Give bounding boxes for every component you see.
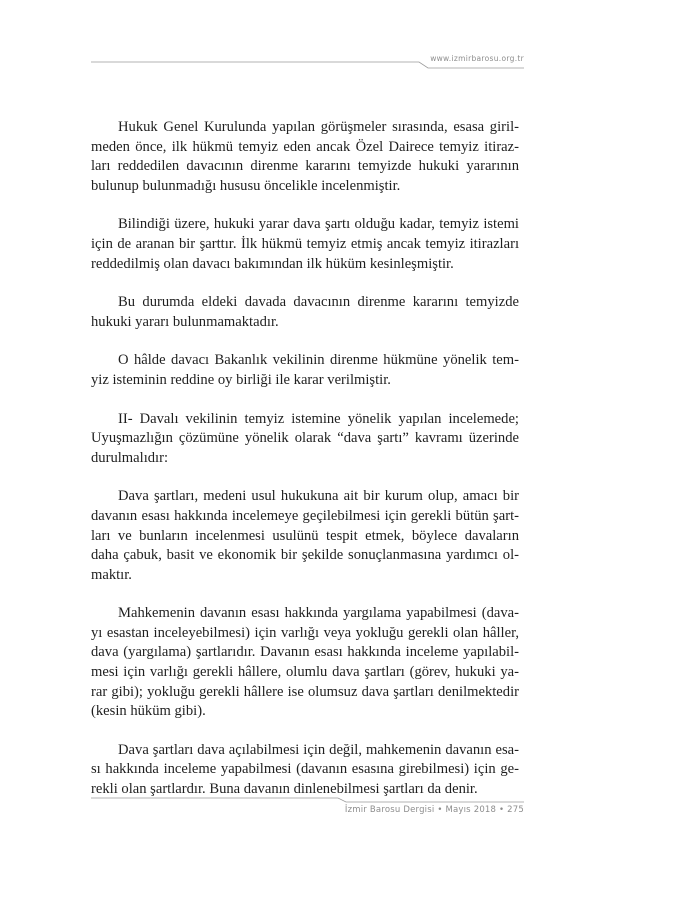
paragraph-line: daha çabuk, basit ve ekonomik bir şekilde sonuçlanmasına yardımcı ol- — [91, 547, 519, 564]
paragraph-line: davanın esası hakkında incelemeye geçilebilmesi için gerekli bütün şart- — [91, 507, 519, 524]
header-url: www.izmirbarosu.org.tr — [430, 54, 524, 63]
paragraph-line: mesi için varlığı gerekli hâllere, olumlu dava şartları (görev, hukuki ya- — [91, 664, 519, 681]
paragraph-line: sı hakkında inceleme yapabilmesi (davanın esasına girebilmesi) için ge- — [91, 761, 519, 778]
paragraph-line: hukuki yararı bulunmamaktadır. — [91, 313, 279, 330]
footer-journal-info: İzmir Barosu Dergisi • Mayıs 2018 • 275 — [344, 805, 524, 815]
paragraph-line: O hâlde davacı Bakanlık vekilinin direnme hükmüne yönelik tem- — [118, 352, 519, 369]
paragraph — [91, 118, 519, 196]
paragraph-line: Hukuk Genel Kurulunda yapılan görüşmeler sırasında, esasa giril- — [118, 119, 519, 135]
paragraph-line: için de aranan bir şarttır. İlk hükmü temyiz etmiş ancak temyiz itirazları — [91, 235, 519, 252]
paragraph-line: (kesin hüküm gibi). — [91, 703, 206, 720]
paragraph-line: II- Davalı vekilinin temyiz istemine yönelik yapılan incelemede; — [118, 410, 519, 427]
paragraph-line: ları ve bunların incelenmesi usulünü tespit etmek, böylece davaların — [91, 527, 519, 544]
paragraph-line: Bilindiği üzere, hukuki yarar dava şartı olduğu kadar, temyiz istemi — [118, 216, 519, 233]
header-rule — [0, 0, 700, 80]
paragraph-line: meden önce, ilk hükmü temyiz eden ancak Özel Dairece temyiz itiraz- — [91, 138, 519, 155]
paragraph-line: bulunup bulunmadığı hususu öncelikle incelenmiştir. — [91, 177, 401, 194]
paragraph — [91, 293, 519, 332]
paragraph-line: reddedilmiş olan davacı bakımından ilk hüküm kesinleşmiştir. — [91, 255, 454, 272]
paragraph — [91, 215, 519, 274]
paragraph-line: Uyuşmazlığın çözümüne yönelik olarak “dava şartı” kavramı üzerinde — [91, 430, 519, 447]
paragraph-line: Dava şartları dava açılabilmesi için değil, mahkemenin davanın esa- — [118, 741, 519, 758]
paragraph — [91, 604, 519, 722]
paragraph — [91, 410, 519, 469]
paragraph-line: dava (yargılama) şartlarıdır. Davanın esası hakkında inceleme yapılabil- — [91, 644, 519, 661]
paragraph-line: rekli olan şartlardır. Buna davanın dinlenebilmesi şartları da denir. — [91, 781, 478, 798]
paragraph-line: rar gibi); yokluğu gerekli hâllere ise olumsuz dava şartları denilmektedir — [91, 683, 519, 700]
paragraph-line: ları reddedilen davacının direnme kararını temyizde hukuki yararının — [91, 158, 519, 175]
paragraph — [91, 351, 519, 390]
paragraph-line: Mahkemenin davanın esası hakkında yargılama yapabilmesi (dava- — [118, 605, 519, 622]
body-text — [91, 118, 519, 819]
paragraph-line: durulmalıdır: — [91, 449, 169, 466]
paragraph-line: Bu durumda eldeki davada davacının direnme kararını temyizde — [118, 294, 519, 311]
paragraph-line: yı esastan inceleyebilmesi) için varlığı veya yokluğu gerekli olan hâller, — [91, 624, 519, 641]
paragraph — [91, 487, 519, 585]
paragraph-line: Dava şartları, medeni usul hukukuna ait bir kurum olup, amacı bir — [118, 488, 519, 505]
paragraph-line: maktır. — [91, 566, 132, 583]
paragraph-line: yiz isteminin reddine oy birliği ile karar verilmiştir. — [91, 371, 391, 388]
